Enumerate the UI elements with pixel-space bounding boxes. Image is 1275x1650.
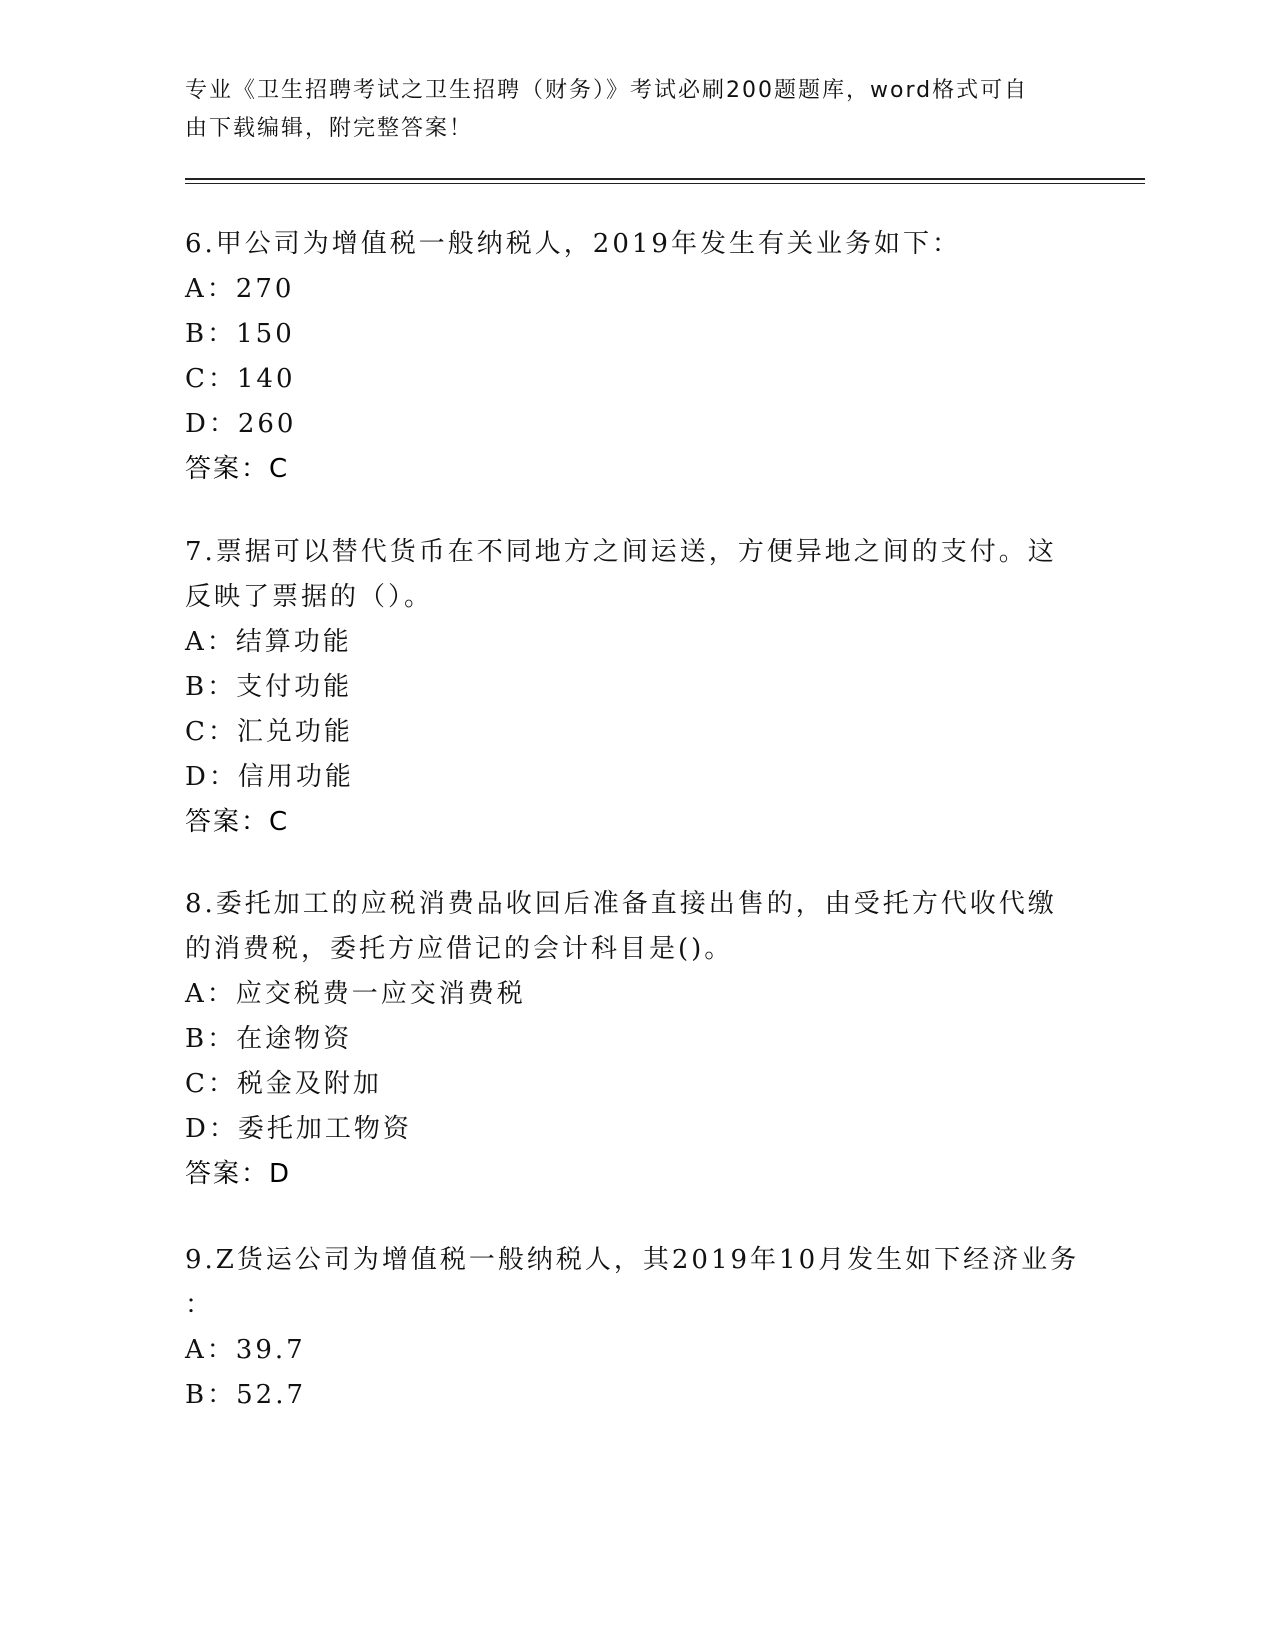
option-d: D：委托加工物资 xyxy=(185,1114,412,1144)
question-7 xyxy=(185,530,1085,845)
option-d: D：260 xyxy=(185,409,297,439)
option-b: B：支付功能 xyxy=(185,672,353,702)
question-stem-line-2: 反映了票据的（）。 xyxy=(185,582,434,612)
question-stem-line-2: 的消费税，委托方应借记的会计科目是()。 xyxy=(185,934,734,964)
option-a: A：结算功能 xyxy=(185,627,352,657)
question-stem-line-2: ： xyxy=(185,1290,215,1320)
option-b: B：在途物资 xyxy=(185,1024,353,1054)
answer: 答案：C xyxy=(185,454,290,484)
option-c: C：140 xyxy=(185,364,296,394)
document-header xyxy=(185,72,1065,148)
option-b: B：52.7 xyxy=(185,1380,306,1410)
question-6 xyxy=(185,222,1085,492)
option-b: B：150 xyxy=(185,319,295,349)
option-c: C：税金及附加 xyxy=(185,1069,382,1099)
option-a: A：270 xyxy=(185,274,295,304)
header-divider-thick xyxy=(185,178,1145,180)
header-line-1: 专业《卫生招聘考试之卫生招聘（财务）》考试必刷200题题库，word格式可自 xyxy=(185,78,1029,103)
option-d: D：信用功能 xyxy=(185,762,354,792)
answer: 答案：C xyxy=(185,807,290,837)
answer: 答案：D xyxy=(185,1159,292,1189)
option-c: C：汇兑功能 xyxy=(185,717,353,747)
question-stem-line-1: 7.票据可以替代货币在不同地方之间运送，方便异地之间的支付。这 xyxy=(185,537,1057,567)
question-stem: 6.甲公司为增值税一般纳税人，2019年发生有关业务如下： xyxy=(185,229,961,259)
question-stem-line-1: 9.Z货运公司为增值税一般纳税人，其2019年10月发生如下经济业务 xyxy=(185,1245,1080,1275)
header-divider-thin xyxy=(185,183,1145,184)
option-a: A：应交税费一应交消费税 xyxy=(185,979,526,1009)
question-9 xyxy=(185,1238,1085,1418)
option-a: A：39.7 xyxy=(185,1335,306,1365)
header-line-2: 由下载编辑，附完整答案！ xyxy=(185,116,474,141)
question-8 xyxy=(185,882,1085,1197)
question-stem-line-1: 8.委托加工的应税消费品收回后准备直接出售的，由受托方代收代缴 xyxy=(185,889,1057,919)
